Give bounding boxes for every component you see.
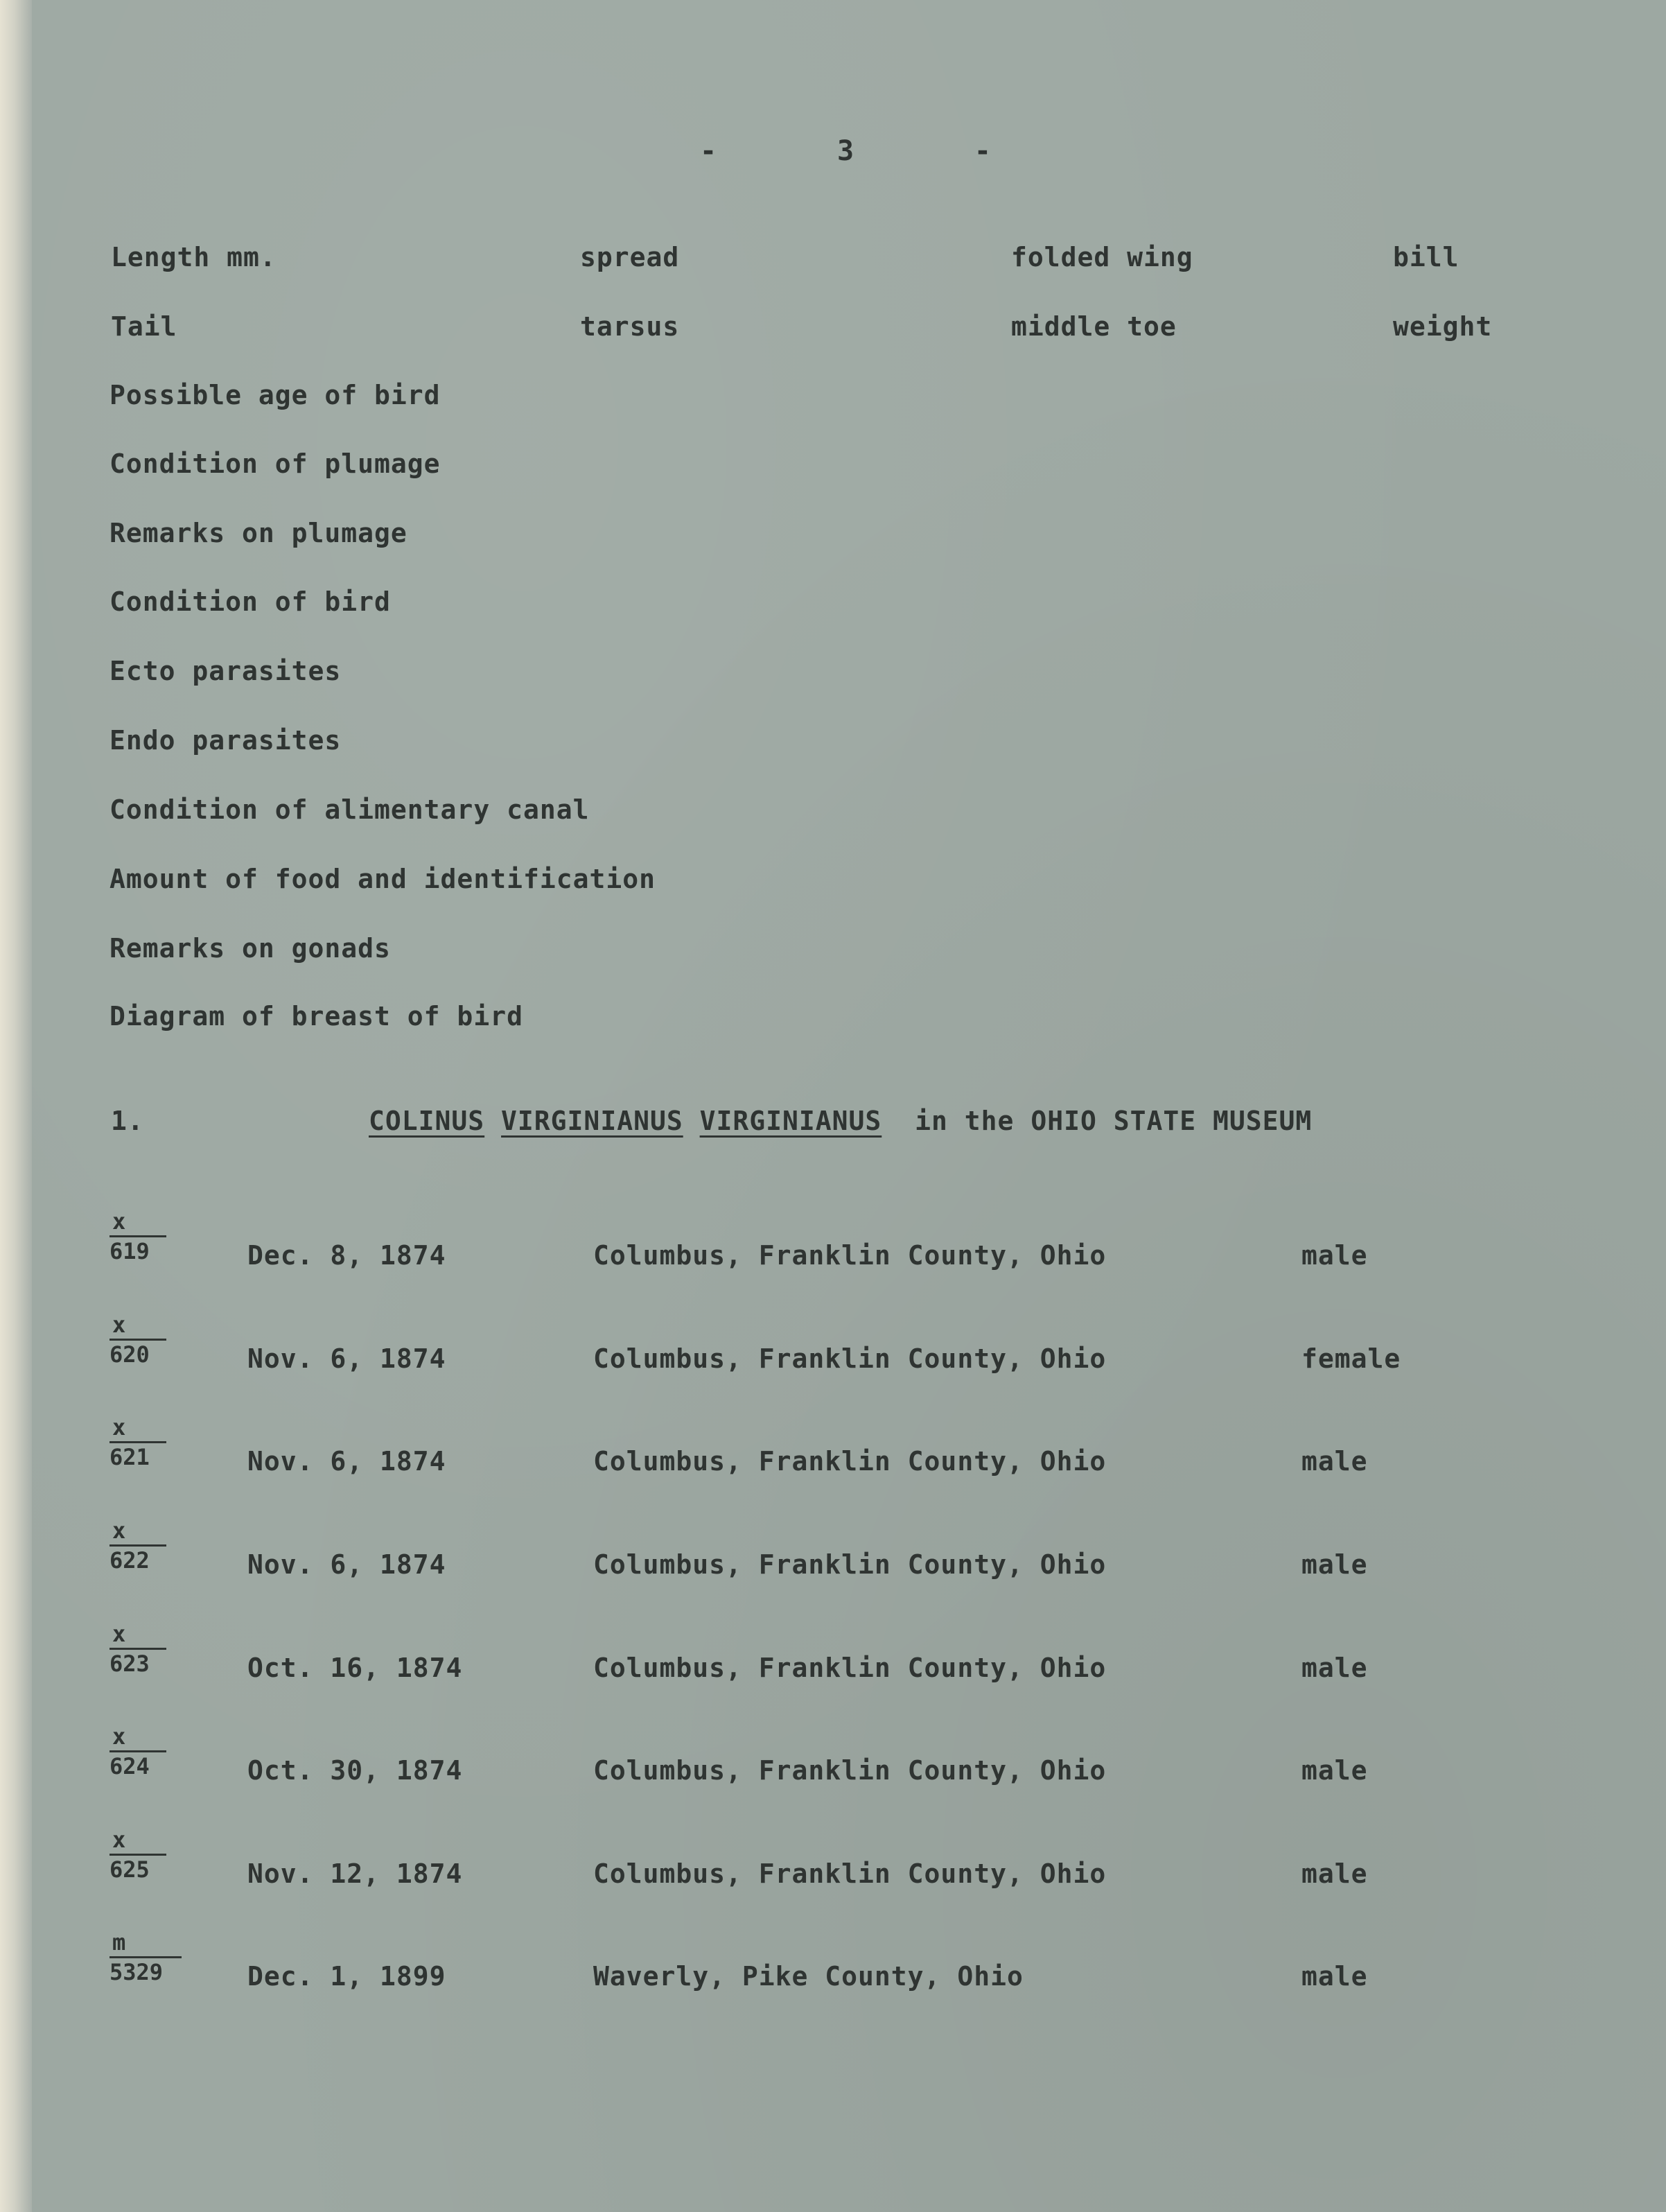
catalog-number: x 619	[109, 1210, 168, 1262]
specimen-locality: Columbus, Franklin County, Ohio	[593, 1549, 1107, 1580]
specimen-sex: male	[1301, 1240, 1368, 1271]
catalog-number: x 623	[109, 1623, 168, 1675]
specimen-date: Nov. 6, 1874	[247, 1446, 446, 1477]
specimen-locality: Columbus, Franklin County, Ohio	[593, 1240, 1107, 1271]
field-diagram-breast: Diagram of breast of bird	[109, 1001, 523, 1031]
field-endo-parasites: Endo parasites	[109, 725, 342, 756]
catalog-number: x 622	[109, 1519, 168, 1571]
specimen-date: Nov. 6, 1874	[247, 1343, 446, 1374]
specimen-sex: male	[1301, 1755, 1368, 1786]
page-number-dash-right: -	[974, 135, 991, 167]
field-condition-bird: Condition of bird	[109, 586, 391, 617]
field-ecto-parasites: Ecto parasites	[109, 656, 342, 686]
catalog-number: x 625	[109, 1829, 168, 1881]
field-tail: Tail	[111, 311, 177, 342]
specimen-locality: Columbus, Franklin County, Ohio	[593, 1343, 1107, 1374]
field-spread: spread	[580, 242, 680, 272]
specimen-locality: Waverly, Pike County, Ohio	[593, 1961, 1024, 1992]
section-heading	[369, 1108, 1312, 1134]
specimen-locality: Columbus, Franklin County, Ohio	[593, 1446, 1107, 1477]
specimen-locality: Columbus, Franklin County, Ohio	[593, 1653, 1107, 1683]
specimen-sex: male	[1301, 1446, 1368, 1477]
specimen-locality: Columbus, Franklin County, Ohio	[593, 1858, 1107, 1889]
specimen-sex: male	[1301, 1858, 1368, 1889]
specimen-date: Nov. 6, 1874	[247, 1549, 446, 1580]
catalog-number: x 621	[109, 1416, 168, 1468]
species-epithet: VIRGINIANUS	[501, 1106, 683, 1136]
species-subspecies: VIRGINIANUS	[699, 1106, 882, 1136]
page-edge	[0, 0, 32, 2212]
page-number-value: 3	[836, 135, 854, 167]
page-number-dash-left: -	[700, 135, 717, 167]
catalog-number: m 5329	[109, 1931, 183, 1983]
specimen-date: Dec. 8, 1874	[247, 1240, 446, 1271]
specimen-sex: male	[1301, 1961, 1368, 1992]
field-bill: bill	[1393, 242, 1459, 272]
specimen-date: Nov. 12, 1874	[247, 1858, 463, 1889]
field-alimentary-canal: Condition of alimentary canal	[109, 794, 590, 825]
field-food-identification: Amount of food and identification	[109, 864, 656, 894]
specimen-date: Oct. 16, 1874	[247, 1653, 463, 1683]
catalog-number: x 624	[109, 1725, 168, 1777]
field-tarsus: tarsus	[580, 311, 680, 342]
specimen-date: Oct. 30, 1874	[247, 1755, 463, 1786]
specimen-sex: male	[1301, 1653, 1368, 1683]
page-number	[700, 135, 991, 167]
catalog-number: x 620	[109, 1314, 168, 1366]
field-middle-toe: middle toe	[1011, 311, 1177, 342]
field-possible-age: Possible age of bird	[109, 380, 441, 410]
specimen-sex: female	[1301, 1343, 1401, 1374]
field-weight: weight	[1393, 311, 1493, 342]
field-length: Length mm.	[111, 242, 277, 272]
field-folded-wing: folded wing	[1011, 242, 1193, 272]
museum-location: in the OHIO STATE MUSEUM	[915, 1106, 1313, 1136]
specimen-date: Dec. 1, 1899	[247, 1961, 446, 1992]
field-condition-plumage: Condition of plumage	[109, 449, 441, 479]
section-number: 1.	[111, 1106, 144, 1136]
species-genus: COLINUS	[369, 1106, 485, 1136]
specimen-locality: Columbus, Franklin County, Ohio	[593, 1755, 1107, 1786]
field-remarks-gonads: Remarks on gonads	[109, 933, 391, 964]
specimen-sex: male	[1301, 1549, 1368, 1580]
field-remarks-plumage: Remarks on plumage	[109, 518, 407, 548]
